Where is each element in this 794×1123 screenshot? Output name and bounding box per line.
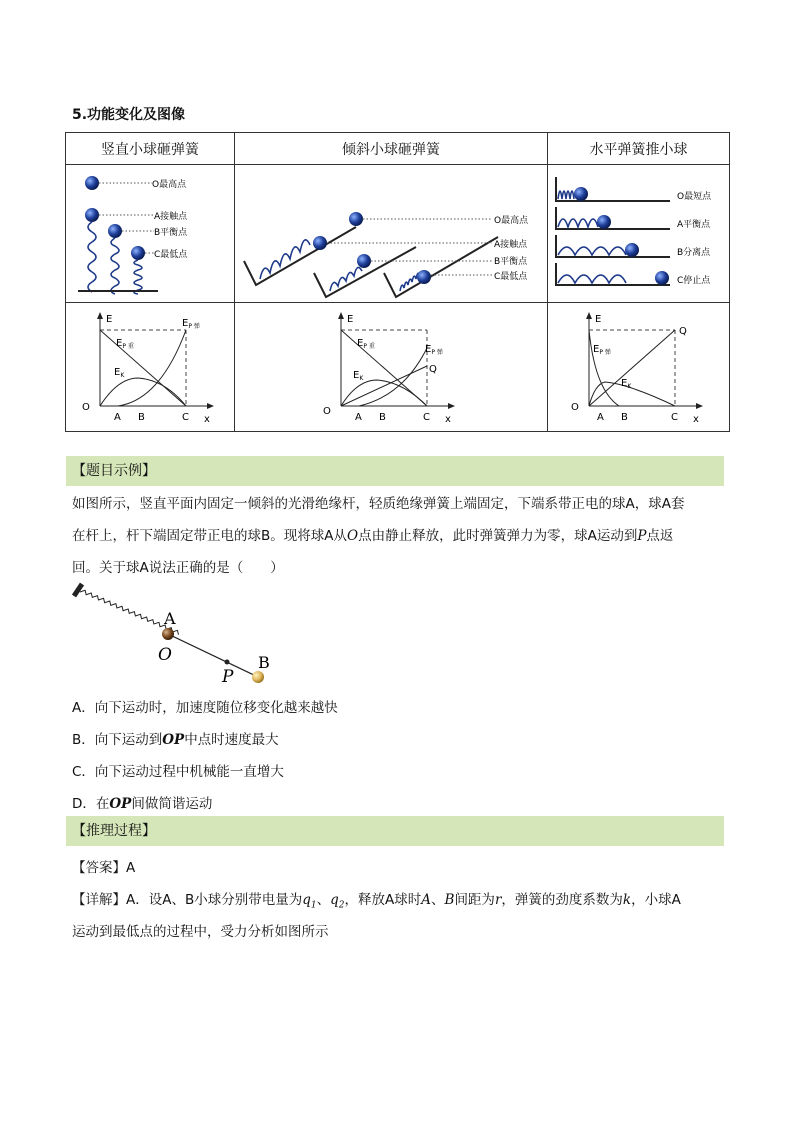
inclined-spring-figure [236,169,546,299]
svg-text:EK: $E_K$ [620,378,631,390]
svg-text:B: B [379,412,386,423]
label-v-c: C最低点 [154,249,188,260]
svg-text:Q: Q [429,364,437,375]
label-h-c: C停止点 [676,275,710,286]
ball-o [85,176,99,190]
svg-text:EP 重: $E_{P 重}$ [357,338,375,350]
option-b: B．向下运动到OP中点时速度最大 [72,732,279,748]
label-v-b: B平衡点 [154,227,188,238]
example-line-3: 回。关于球A说法正确的是（ ） [72,560,284,576]
point-p [225,660,230,665]
svg-text:B: B [138,412,145,423]
fixed-mount [74,584,82,596]
svg-text:EP 弹: $E_{P 弹}$ [592,344,611,356]
svg-text:A: A [114,412,121,423]
ball-c [131,246,145,260]
svg-text:E: E [347,314,354,325]
label-i-a: A接触点 [494,239,528,250]
section-title: 5.功能变化及图像 [72,107,186,123]
detail-line-2: 运动到最低点的过程中，受力分析如图所示 [72,924,329,940]
fig-label-p: P [222,667,234,687]
header-vertical: 竖直小球砸弹簧 [66,133,235,165]
svg-text:x: x [692,414,699,425]
graph-horizontal [559,308,719,426]
svg-text:EP 重: $E_{P 重}$ [116,338,134,350]
label-h-a: A平衡点 [676,219,710,230]
fig-label-a: A [164,609,176,628]
energy-table [65,132,730,432]
option-d: D．在OP间做简谐运动 [72,796,213,812]
svg-text:O: O [82,402,90,413]
fig-label-o: O [158,645,172,665]
rod-spring-figure [68,582,308,692]
spring-1 [88,222,96,292]
label-v-o: O最高点 [152,179,187,190]
svg-text:B: B [620,412,628,423]
spring-3 [134,260,142,294]
label-i-c: C最低点 [494,271,528,282]
label-v-a: A接触点 [154,211,188,222]
svg-text:E: E [594,314,601,325]
svg-text:C: C [423,412,430,423]
inclined-spring-cell [235,165,548,303]
option-a: A．向下运动时，加速度随位移变化越来越快 [72,700,338,716]
graph-vertical [70,308,230,426]
vertical-spring-figure [70,169,230,299]
svg-text:C: C [182,412,189,423]
svg-text:EK: $E_K$ [353,370,364,382]
graph-inclined-cell [235,303,548,432]
answer-line: 【答案】A [72,860,136,876]
rod [168,634,258,677]
svg-text:EP 弹: $E_{P 弹}$ [425,344,443,356]
fig-label-b: B [258,653,270,672]
svg-text:x: x [445,414,451,425]
example-line-2: 在杆上，杆下端固定带正电的球B。现将球A从O点由静止释放，此时弹簧弹力为零，球A运动到P点返 [72,528,674,544]
reasoning-banner: 【推理过程】 [66,816,724,846]
detail-line-1: 【详解】A．设A、B小球分别带电量为$q_1$、$q_2$，释放A球时A、B间距为r，弹簧的劲度系数为k，小球A [72,892,681,911]
option-c: C．向下运动过程中机械能一直增大 [72,764,284,780]
horizontal-spring-cell [548,165,730,303]
example-banner: 【题目示例】 [66,456,724,486]
svg-text:O: O [323,406,331,417]
svg-text:Q: Q [678,326,687,337]
graph-vertical-cell [66,303,235,432]
svg-text:A: A [596,412,604,423]
svg-text:x: x [204,414,210,425]
svg-text:E: E [106,314,113,325]
ball-b [252,671,264,683]
label-h-b: B分离点 [676,247,710,258]
ball-b [108,224,122,238]
example-line-1: 如图所示，竖直平面内固定一倾斜的光滑绝缘杆，轻质绝缘弹簧上端固定，下端系带正电的球A，球A套 [72,496,685,512]
vertical-spring-cell [66,165,235,303]
graph-inclined [311,308,471,426]
ek-curve [100,378,186,406]
spring-2 [111,238,119,294]
header-horizontal: 水平弹簧推小球 [548,133,730,165]
label-i-b: B平衡点 [494,256,528,267]
ball-a [85,208,99,222]
svg-text:A: A [355,412,362,423]
svg-text:C: C [670,412,678,423]
svg-text:EK: $E_K$ [114,367,125,379]
label-i-o: O最高点 [494,215,529,226]
label-h-o: O最短点 [676,191,711,202]
horizontal-spring-figure [550,169,728,299]
svg-text:O: O [570,402,579,413]
graph-horizontal-cell [548,303,730,432]
ball-a [162,628,174,640]
svg-text:EP 弹: $E_{P 弹}$ [182,318,200,330]
header-inclined: 倾斜小球砸弹簧 [235,133,548,165]
ep-gravity-line [100,330,186,406]
